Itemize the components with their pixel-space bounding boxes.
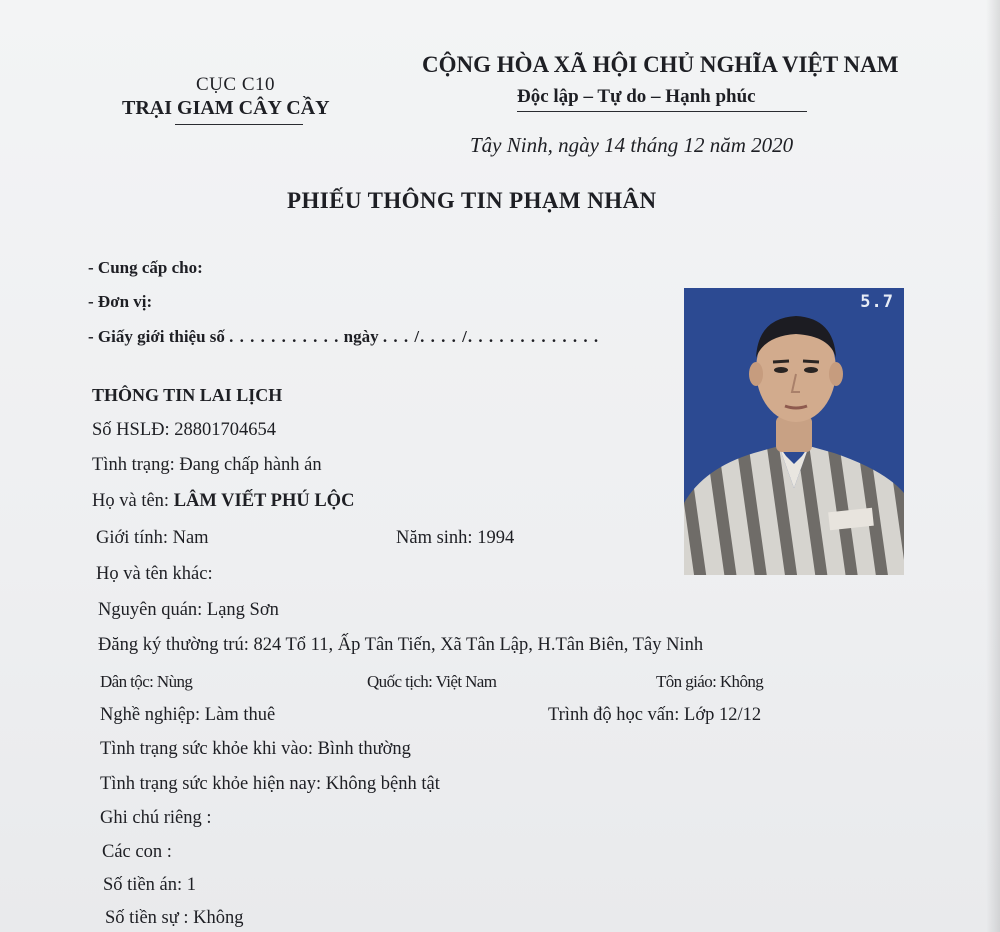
section-title: THÔNG TIN LAI LỊCH (92, 385, 283, 405)
paper-edge-shadow (986, 0, 1000, 932)
children: Các con : (102, 842, 172, 862)
national-motto: Độc lập – Tự do – Hạnh phúc (517, 86, 756, 107)
national-title: CỘNG HÒA XÃ HỘI CHỦ NGHĨA VIỆT NAM (422, 52, 899, 77)
health-current: Tình trạng sức khỏe hiện nay: Không bệnh tật (100, 774, 440, 794)
unit-label: - Đơn vị: (88, 292, 153, 311)
origin: Nguyên quán: Lạng Sơn (98, 600, 279, 620)
other-names: Họ và tên khác: (96, 564, 213, 584)
hsld-number: Số HSLĐ: 28801704654 (92, 420, 276, 440)
permanent-residence: Đăng ký thường trú: 824 Tổ 11, Ấp Tân Tiến, Xã Tân Lập, H.Tân Biên, Tây Ninh (98, 635, 704, 655)
intro-letter-line (88, 327, 599, 347)
religion: Tôn giáo: Không (656, 672, 764, 691)
inmate-portrait-image (684, 288, 904, 575)
health-on-entry: Tình trạng sức khỏe khi vào: Bình thường (100, 739, 411, 759)
intro-date-label: ngày (343, 327, 379, 346)
document-title: PHIẾU THÔNG TIN PHẠM NHÂN (287, 188, 657, 213)
place-date: Tây Ninh, ngày 14 tháng 12 năm 2020 (470, 133, 794, 157)
intro-letter-label: - Giấy giới thiệu số (88, 327, 225, 346)
gender: Giới tính: Nam (96, 528, 209, 548)
private-notes: Ghi chú riêng : (100, 808, 212, 828)
nationality: Quốc tịch: Việt Nam (367, 672, 497, 691)
agency-name: CỤC C10 (196, 74, 275, 95)
full-name-label: Họ và tên: (92, 491, 170, 511)
education-level: Trình độ học vấn: Lớp 12/12 (548, 705, 762, 725)
intro-date-dots: . . . /. . . . /. . . . . . . . . . . . . (382, 327, 600, 346)
full-name-line (92, 491, 354, 512)
ethnicity: Dân tộc: Nùng (100, 672, 193, 691)
provided-to-label: - Cung cấp cho: (88, 258, 203, 277)
serving-status: Tình trạng: Đang chấp hành án (92, 455, 322, 475)
administrative-records: Số tiền sự : Không (105, 908, 244, 928)
occupation: Nghề nghiệp: Làm thuê (100, 705, 276, 725)
criminal-convictions: Số tiền án: 1 (103, 875, 197, 895)
intro-letter-dots: . . . . . . . . . . . (229, 327, 340, 346)
birth-year: Năm sinh: 1994 (396, 528, 515, 548)
prison-underline (175, 124, 303, 125)
inmate-photo (684, 288, 904, 575)
full-name-value: LÂM VIẾT PHÚ LỘC (173, 491, 355, 511)
prison-name: TRẠI GIAM CÂY CẦY (122, 97, 330, 119)
motto-underline (517, 111, 807, 112)
photo-code-label: 5.7 (860, 292, 894, 312)
